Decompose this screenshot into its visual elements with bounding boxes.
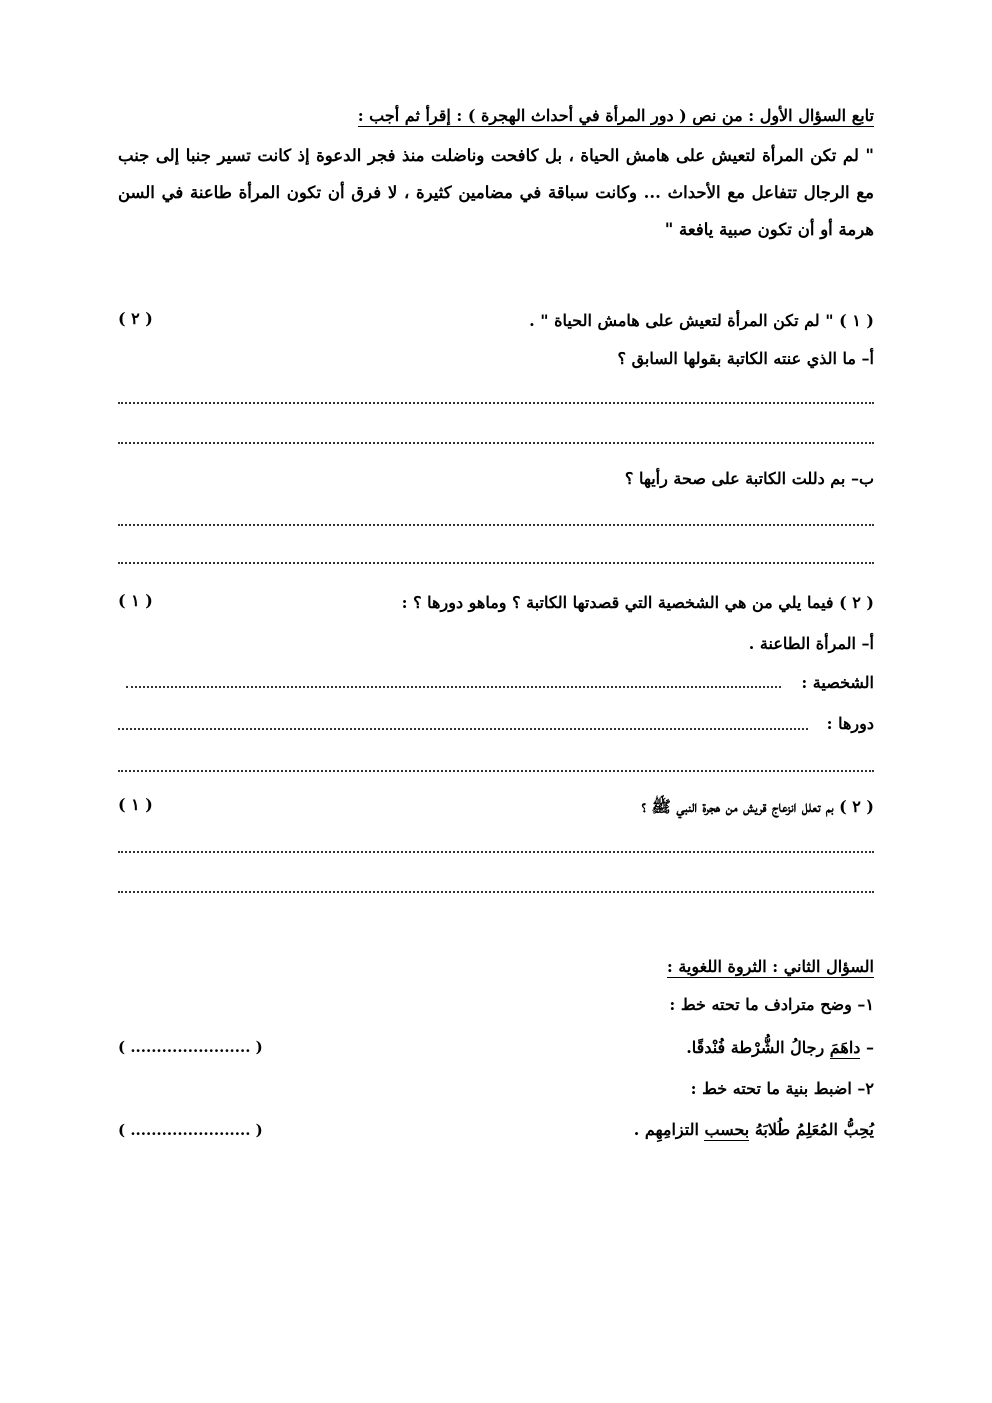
role-label: دورها : [826,714,874,733]
answer-line[interactable] [118,845,874,853]
answer-line[interactable] [118,556,874,564]
q1-stem: ( ١ ) " لم تكن المرأة لتعيش على هامش الحياة " . [529,311,874,330]
item1-answer-box[interactable]: ( ....................... ) [118,1038,263,1056]
q2-stem: ( ٢ ) فيما يلي من هي الشخصية التي قصدتها الكاتبة ؟ وماهو دورها ؟ : [401,593,874,612]
person-label: الشخصية : [801,673,874,692]
q3-mark: ( ١ ) [118,795,153,814]
answer-line[interactable] [126,680,781,688]
answer-line[interactable] [118,885,874,893]
section2-title-text: السؤال الثاني : الثروة اللغوية : [666,957,874,976]
item1-target-word: داهَمَ [829,1038,861,1057]
section2-title [118,955,874,979]
q3-stem: ( ٢ ) بم تعلل انزعاج قريش من هجرة النبي ﷺ ؟ [641,797,874,816]
question-header [118,104,874,128]
section2-item1-label: ١– وضح مترادف ما تحته خط : [669,995,874,1014]
q1-part-b: ب– بم دللت الكاتبة على صحة رأيها ؟ [624,469,874,488]
item2-prefix: يُحِبُّ المُعَلِمُ طُلابَهُ [749,1120,874,1139]
question-header-text: تابع السؤال الأول : من نص ( دور المرأة في أحداث الهجرة ) : إقرأ ثم أجب : [357,106,874,125]
q2-mark: ( ١ ) [118,591,153,610]
q2-part-a: أ– المرأة الطاعنة . [748,634,874,653]
q1-mark: ( ٢ ) [118,309,153,328]
item1-rest: رجالُ الشُّرْطة فُنْدقًا. [686,1038,830,1057]
answer-line[interactable] [118,722,808,730]
q1-part-a: أ– ما الذي عنته الكاتبة بقولها السابق ؟ [617,349,874,368]
item1-prefix: – [860,1038,874,1057]
answer-line[interactable] [118,518,874,526]
reading-passage: " لم تكن المرأة لتعيش على هامش الحياة ، بل كافحت وناضلت منذ فجر الدعوة إذ كانت تسير جنبا إلى جنب مع الرجال تتفاعل مع الأحداث ... وكانت سباقة في مضامين كثيرة ، لا فرق أن تكون المرأة طاعنة في السن هرمة أو أن تكون صبية يافعة " [118,146,875,239]
answer-line[interactable] [118,396,874,404]
answer-line[interactable] [118,436,874,444]
item2-target-word: بحسب [704,1120,750,1139]
item2-answer-box[interactable]: ( ....................... ) [118,1121,263,1139]
item2-rest: التزامِهِم . [633,1120,705,1139]
answer-line[interactable] [118,764,874,772]
section2-item2-label: ٢– اضبط بنية ما تحته خط : [690,1079,874,1098]
